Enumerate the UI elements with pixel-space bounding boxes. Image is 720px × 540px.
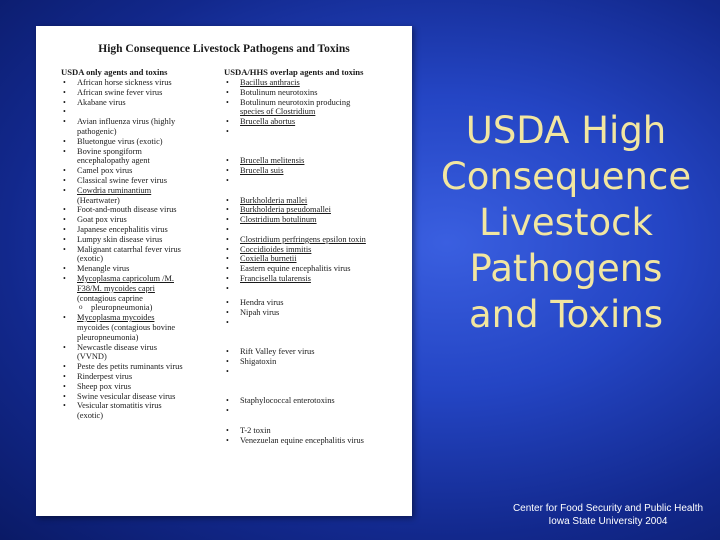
list-item: • Brucella melitensis — [224, 156, 406, 166]
usda-hhs-overlap-column — [224, 67, 406, 445]
document-image — [36, 26, 412, 516]
list-item: • T-2 toxin — [224, 426, 406, 436]
credit-line: Center for Food Security and Public Health — [512, 503, 704, 514]
list-item: • Burkholderia pseudomallei — [224, 205, 406, 215]
slide-title-line: Consequence — [440, 155, 692, 198]
list-item: • Brucella abortus — [224, 117, 406, 127]
slide-title-line: and Toxins — [468, 293, 664, 336]
list-item: • Sheep pox virus — [61, 382, 221, 392]
list-item: • Clostridium botulinum — [224, 215, 406, 225]
slide-title-line: Livestock — [479, 201, 653, 244]
list-item: • Avian influenza virus (highly pathogenic) — [61, 117, 221, 137]
list-item: • Menangle virus — [61, 264, 221, 274]
list-item: • Clostridium perfringens epsilon toxin — [224, 235, 406, 245]
document-title: High Consequence Livestock Pathogens and Toxins — [98, 43, 350, 55]
slide-credit — [480, 502, 720, 528]
list-item: • Francisella tularensis — [224, 274, 406, 284]
list-item: • Bacillus anthracis — [224, 78, 406, 88]
list-item: • Goat pox virus — [61, 215, 221, 225]
slide-title-line: USDA High — [465, 109, 667, 152]
list-item: • African swine fever virus — [61, 88, 221, 98]
list-item: • Swine vesicular disease virus — [61, 392, 221, 402]
slide-title-line: Pathogens — [469, 247, 663, 290]
list-item: • Mycoplasma mycoides mycoides (contagious bovine pleuropneumonia) — [61, 313, 221, 342]
list-item: • Mycoplasma capricolum /M. F38/M. mycoides capri (contagious caprine — [61, 274, 221, 303]
list-item: • Foot-and-mouth disease virus — [61, 205, 221, 215]
list-spacer — [224, 284, 406, 299]
usda-hhs-heading: USDA/HHS overlap agents and toxins — [224, 67, 364, 77]
list-subitem: o pleuropneumonia) — [61, 303, 221, 313]
list-item: • Botulinum neurotoxins — [224, 88, 406, 98]
credit-line: Iowa State University 2004 — [548, 516, 668, 527]
list-item: • Classical swine fever virus — [61, 176, 221, 186]
list-item: • Coxiella burnetii — [224, 254, 406, 264]
list-spacer — [224, 367, 406, 396]
list-item: • Cowdria ruminantium (Heartwater) — [61, 186, 221, 206]
list-item: • Rift Valley fever virus — [224, 347, 406, 357]
list-spacer — [224, 127, 406, 156]
list-item: • Akabane virus — [61, 98, 221, 108]
list-item: • African horse sickness virus — [61, 78, 221, 88]
list-item: • Peste des petits ruminants virus — [61, 362, 221, 372]
list-item: • Bovine spongiform encephalopathy agent — [61, 147, 221, 167]
list-item: • Staphylococcal enterotoxins — [224, 396, 406, 406]
list-item: • Bluetongue virus (exotic) — [61, 137, 221, 147]
list-item: • Japanese encephalitis virus — [61, 225, 221, 235]
list-item: • Lumpy skin disease virus — [61, 235, 221, 245]
list-item: • Rinderpest virus — [61, 372, 221, 382]
usda-only-heading: USDA only agents and toxins — [61, 67, 168, 77]
list-spacer — [224, 176, 406, 196]
list-item: • Brucella suis — [224, 166, 406, 176]
list-item: • Botulinum neurotoxin producing species of Clostridium — [224, 98, 406, 118]
usda-only-column — [61, 67, 221, 421]
list-item: • Venezuelan equine encephalitis virus — [224, 436, 406, 446]
list-spacer — [224, 318, 406, 347]
list-spacer — [224, 225, 406, 235]
list-spacer — [224, 406, 406, 426]
list-item: • Eastern equine encephalitis virus — [224, 264, 406, 274]
list-item: • Burkholderia mallei — [224, 196, 406, 206]
list-item: • Vesicular stomatitis virus (exotic) — [61, 401, 221, 421]
list-item: • Coccidioides immitis — [224, 245, 406, 255]
list-item: • Camel pox virus — [61, 166, 221, 176]
list-item: • Newcastle disease virus (VVND) — [61, 343, 221, 363]
list-spacer — [61, 107, 221, 117]
list-item: • Nipah virus — [224, 308, 406, 318]
list-item: • Shigatoxin — [224, 357, 406, 367]
list-item: • Hendra virus — [224, 298, 406, 308]
list-item: • Malignant catarrhal fever virus (exotic) — [61, 245, 221, 265]
slide-title — [418, 108, 714, 338]
